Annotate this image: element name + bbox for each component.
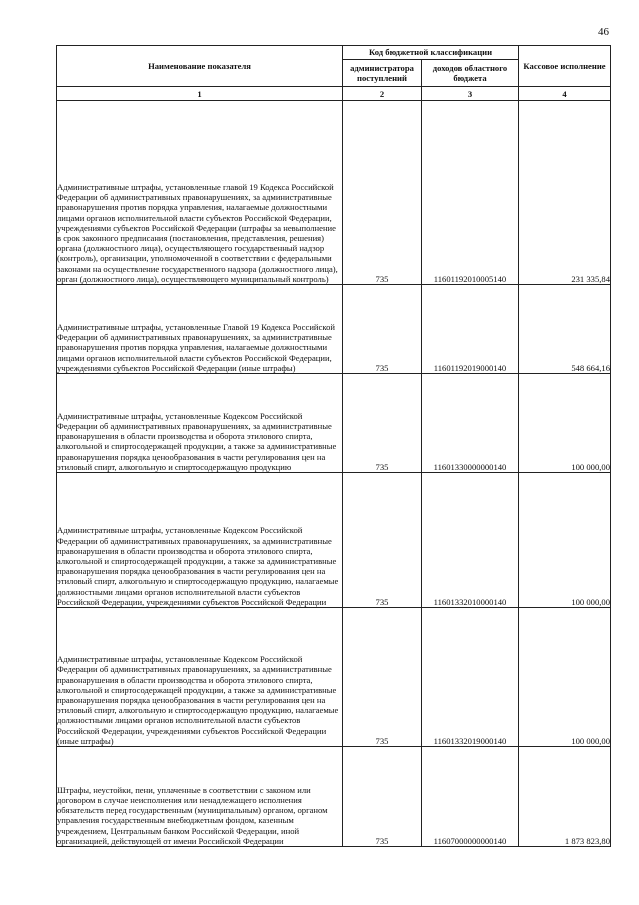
revenue-code: 11601192010005140 (422, 101, 519, 285)
revenue-code: 11601332019000140 (422, 608, 519, 747)
cash-amount: 100 000,00 (519, 473, 611, 608)
indicator-name: Административные штрафы, установленные Главой 19 Кодекса Российской Федерации об административных правонарушениях, за административные правонарушения против порядка управления, налагаемые должностными лицами органов исполнительной власти субъектов Российской Федерации, учреждениями субъектов Российской Федерации (иные штрафы) (57, 285, 343, 374)
admin-code: 735 (343, 473, 422, 608)
cash-amount: 548 664,16 (519, 285, 611, 374)
admin-code: 735 (343, 608, 422, 747)
indicator-name: Административные штрафы, установленные Кодексом Российской Федерации об административных правонарушениях, за административные правонарушения в области производства и оборота этилового спирта, алкогольной и спиртосодержащей продукции, а также за административные правонарушения порядка ценообразования в части регулирования цен на этиловый спирт, алкогольную и спиртосодержащую продукцию, налагаемые должностными лицами органов исполнительной власти субъектов Российской Федерации, учреждениями субъектов Российской Федерации (57, 473, 343, 608)
admin-code: 735 (343, 747, 422, 847)
header-revenue: доходов областного бюджета (422, 60, 519, 87)
page-number: 46 (598, 26, 609, 38)
admin-code: 735 (343, 285, 422, 374)
revenue-code: 11601330000000140 (422, 374, 519, 473)
table-row (57, 747, 611, 847)
cash-amount: 1 873 823,80 (519, 747, 611, 847)
revenue-code: 11601332010000140 (422, 473, 519, 608)
header-name: Наименование показателя (57, 46, 343, 87)
revenue-code: 11607000000000140 (422, 747, 519, 847)
revenue-code: 11601192019000140 (422, 285, 519, 374)
indicator-name: Административные штрафы, установленные Кодексом Российской Федерации об административных правонарушениях, за административные правонарушения в области производства и оборота этилового спирта, алкогольной и спиртосодержащей продукции, а также за административные правонарушения порядка ценообразования в части регулирования цен на этиловый спирт, алкогольную и спиртосодержащую продукцию (57, 374, 343, 473)
header-admin: администратора поступлений (343, 60, 422, 87)
budget-revenue-table (56, 45, 611, 847)
header-code-group: Код бюджетной классификации (343, 46, 519, 60)
column-number-row (57, 87, 611, 101)
indicator-name: Административные штрафы, установленные Кодексом Российской Федерации об административных правонарушениях, за административные правонарушения в области производства и оборота этилового спирта, алкогольной и спиртосодержащей продукции, а также за административные правонарушения порядка ценообразования в части регулирования цен на этиловый спирт, алкогольную и спиртосодержащую продукцию, налагаемые должностными лицами органов исполнительной власти субъектов Российской Федерации, учреждениями субъектов Российской Федерации (иные штрафы) (57, 608, 343, 747)
table-row (57, 101, 611, 285)
admin-code: 735 (343, 101, 422, 285)
indicator-name: Штрафы, неустойки, пени, уплаченные в соответствии с законом или договором в случае неисполнения или ненадлежащего исполнения обязательств перед государственным (муниципальным) органом, органом управления государственным внебюджетным фондом, казенным учреждением, Центральным банком Российской Федерации, иной организацией, действующей от имени Российской Федерации (57, 747, 343, 847)
cash-amount: 231 335,84 (519, 101, 611, 285)
indicator-name: Административные штрафы, установленные главой 19 Кодекса Российской Федерации об административных правонарушениях, за административные правонарушения против порядка управления, налагаемые должностными лицами органов исполнительной власти субъектов Российской Федерации, учреждениями субъектов Российской Федерации (штрафы за невыполнение в срок законного предписания (постановления, представления, решения) органа (должностного лица), осуществляющего государственный надзор (контроль), организации, уполномоченной в соответствии с федеральными законами на осуществление государственного надзора (должностного лица), орган (должностного лица), осуществляющего муниципальный контроль) (57, 101, 343, 285)
admin-code: 735 (343, 374, 422, 473)
col-number: 3 (422, 87, 519, 101)
col-number: 4 (519, 87, 611, 101)
table-row (57, 608, 611, 747)
table-row (57, 374, 611, 473)
col-number: 2 (343, 87, 422, 101)
cash-amount: 100 000,00 (519, 608, 611, 747)
table-row (57, 473, 611, 608)
col-number: 1 (57, 87, 343, 101)
table-row (57, 285, 611, 374)
header-cash: Кассовое исполнение (519, 46, 611, 87)
cash-amount: 100 000,00 (519, 374, 611, 473)
